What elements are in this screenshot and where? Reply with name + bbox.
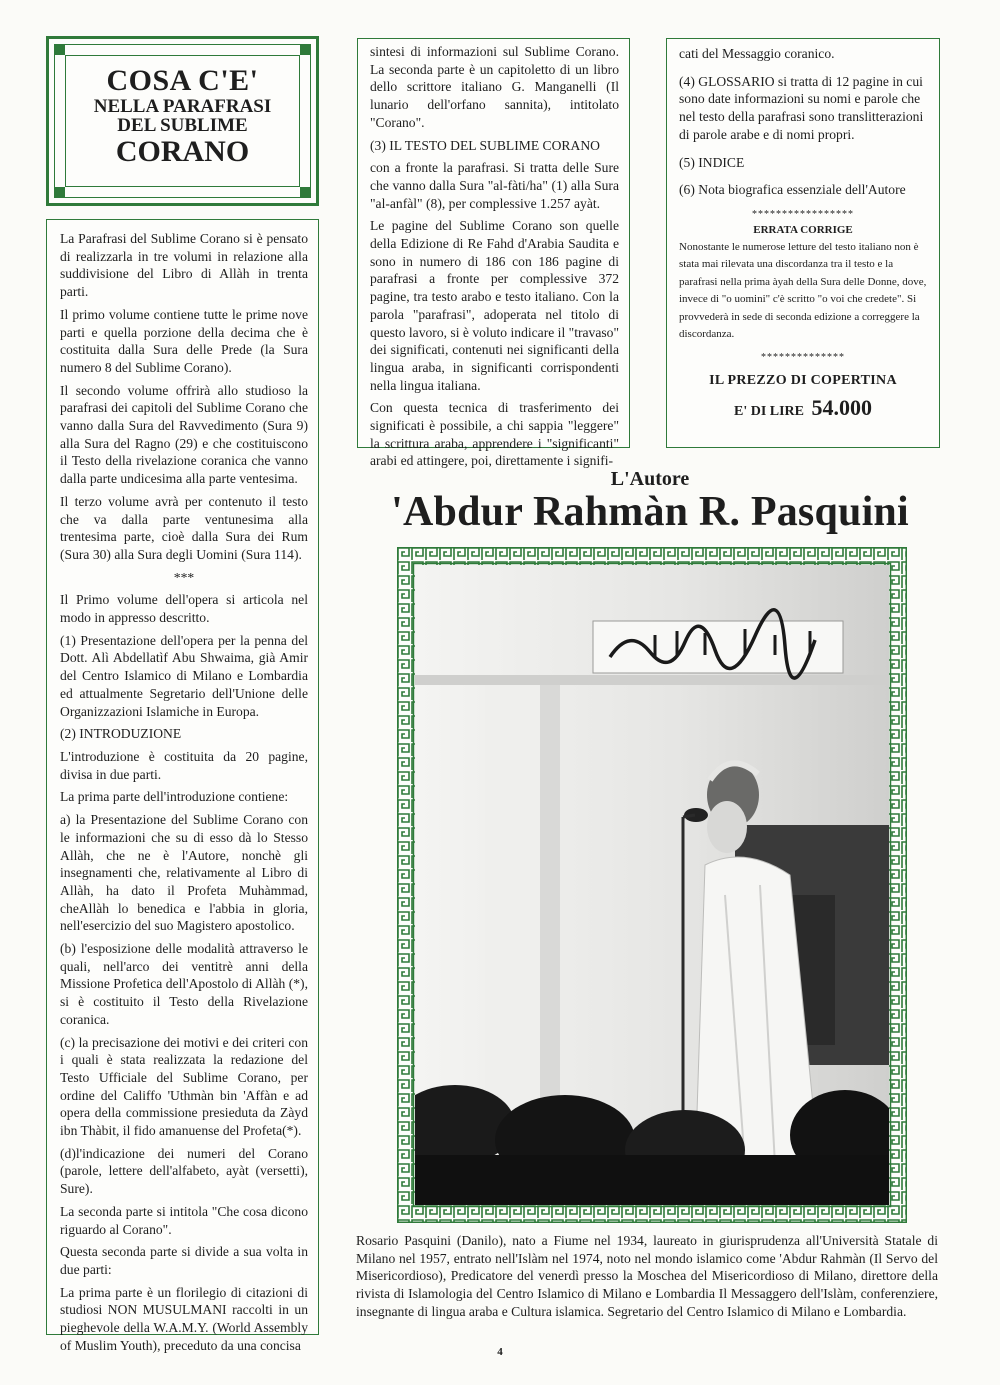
paragraph: L'introduzione è costituita da 20 pagine, divisa in due parti.	[60, 748, 308, 782]
paragraph: (d)l'indicazione dei numeri del Corano (parole, lettere dell'alfabeto, ayàt (versetti), Sure).	[60, 1145, 308, 1197]
title-frame	[46, 36, 319, 206]
middle-column	[357, 38, 630, 469]
paragraph: Il primo volume contiene tutte le prime nove parti e quella porzione della decima che è costituita dalla Sura delle Prede (la Sura numero 8 del Sublime Corano).	[60, 306, 308, 375]
price-amount: 54.000	[811, 394, 873, 420]
paragraph: (b) l'esposizione delle modalità attraverso le quali, nell'arco dei ventitrè anni della Missione Profetica dell'Apostolo di Allàh (*), si è costituito il Testo della Rivelazione coranica.	[60, 941, 308, 1027]
paragraph: cati del Messaggio coranico.	[679, 46, 835, 61]
frame-corner-ornament	[55, 45, 65, 55]
author-kicker: L'Autore	[610, 468, 690, 490]
paragraph: La prima parte è un florilegio di citazioni di studiosi NON MUSULMANI raccolti in un pieghevole della W.A.M.Y. (World Assembly of Muslim Youth), preceduto da una concisa	[60, 1284, 308, 1353]
paragraph: Il terzo volume avrà per contenuto il testo che va dalla parte ventunesima alla trentesima parte, cioè dalla Sura dei Rum (Sura 30) alla Sura degli Uomini (Sura 114).	[60, 493, 308, 562]
list-item: (6) Nota biografica essenziale dell'Autore	[679, 182, 906, 198]
frame-corner-ornament	[300, 45, 310, 55]
author-biography: Rosario Pasquini (Danilo), nato a Fiume nel 1934, laureato in giurisprudenza all'Università Statale di Milano nel 1957, entrato nell'Islàm nel 1974, noto nel mondo islamico come 'Abdur Rahmàn (Il Servo del Misericordioso), Predicatore del venerdì presso la Moschea del Misericordioso di Milano, direttore della rivista di Islamologia del Centro Islamico di Milano e Lombardia Il Messaggero dell'Islàm, conferenziere, insegnante di lingua araba e Cultura islamica. Segretario del Centro Islamico di Milano e Lombardia.	[356, 1233, 938, 1319]
star-divider: *****************	[752, 208, 854, 220]
paragraph: Con questa tecnica di trasferimento dei significati è possibile, a chi sappia "leggere" la scrittura araba, apprendere i "significanti" arabi ed attingere, poi, direttamente i signifi-	[370, 400, 619, 469]
list-item: (4) GLOSSARIO si tratta di 12 pagine in cui sono date informazioni su nomi e parole che nel testo della parafrasi sono translitterazioni di parole arabe e di nomi propri.	[679, 73, 924, 142]
paragraph: Le pagine del Sublime Corano son quelle della Edizione di Re Fahd d'Arabia Saudita e sono in numero di 186 con 186 pagine di parafrasi a fronte per complessive 372 pagine, tra testo arabo e testo italiano. Con la parola "parafrasi", adoperata nel titolo di questo lavoro, si è voluto indicare il "travaso" dei significati, contenuti nei significanti della lingua araba, in significanti corrispondenti nella lingua italiana.	[370, 218, 619, 393]
paragraph: Il Primo volume dell'opera si articola nel modo in appresso descritto.	[60, 592, 308, 626]
page-number: 4	[497, 1346, 503, 1358]
author-photo	[415, 565, 889, 1205]
right-column	[666, 38, 940, 448]
left-column	[46, 219, 319, 1353]
price-line	[679, 395, 927, 421]
author-name: 'Abdur Rahmàn R. Pasquini	[391, 489, 909, 535]
section-heading: (2) INTRODUZIONE	[60, 726, 182, 742]
photo-illustration	[415, 565, 889, 1205]
errata-text: Nonostante le numerose letture del testo italiano non è stata mai rilevata una discordanza tra il testo e la parafrasi nella prima àyah della Sura delle Donne, dove, invece di "o uomini" c'è scritto "o voi che credete". Si provvederà in sede di seconda edizione a correggere la discordanza.	[679, 240, 927, 341]
paragraph: La seconda parte si intitola "Che cosa dicono riguardo al Corano".	[60, 1203, 308, 1237]
paragraph: a) la Presentazione del Sublime Corano con le informazioni che su di esso dà lo Stesso Allàh, che ne è l'Autore, nonchè gli insegnamenti che, relativamente al Libro di Allàh, ha dato il Profeta Muhàmmad, cheAllàh lo benedica e l'abbia in gloria, nell'esercizio del suo Magistero apostolico.	[60, 812, 308, 934]
paragraph: Il secondo volume offrirà allo studioso la parafrasi dei capitoli del Sublime Corano che vanno dalla Sura del Ravvedimento (Sura 9) alla Sura del Ragno (29) e che costituiscono il Testo della rivelazione coranica che vanno dalla parte undicesima alla parte ventesima.	[60, 382, 308, 487]
page-title	[49, 65, 316, 168]
paragraph: Questa seconda parte si divide a sua volta in due parti:	[60, 1244, 308, 1277]
paragraph: (c) la precisazione dei motivi e dei criteri con i quali è stata realizzata la redazione del Testo Ufficiale del Sublime Corano, per ordine del Califfo 'Uthmàn bin 'Affàn e ad opera della commissione presieduta da Zàyd ibn Thàbit, il fido amanuense del Profeta(*).	[60, 1034, 308, 1139]
list-item: (5) INDICE	[679, 154, 745, 170]
title-line-4: CORANO	[115, 135, 250, 169]
errata-heading: ERRATA CORRIGE	[753, 223, 853, 236]
paragraph: La Parafrasi del Sublime Corano si è pensato di realizzarla in tre volumi in relazione alla suddivisione del Libro di Allàh in trenta parti.	[60, 231, 308, 300]
title-line-1: COSA C'E'	[106, 64, 259, 97]
photo-frame	[397, 547, 907, 1223]
title-line-3: DEL SUBLIME	[117, 115, 248, 137]
paragraph: sintesi di informazioni sul Sublime Corano. La seconda parte è un capitoletto di un libro dello scrittore italiano G. Manganelli (Il lunario dell'orfano sannita), intitolato "Corano".	[370, 44, 619, 130]
paragraph: con a fronte la parafrasi. Si tratta delle Sure che vanno dalla Sura "al-fàti/ha" (1) alla Sura "al-anfàl" (8), per complessive 1.257 ayàt.	[370, 160, 619, 211]
paragraph: La prima parte dell'introduzione contiene:	[60, 789, 289, 805]
frame-corner-ornament	[55, 187, 65, 197]
separator: ***	[173, 569, 195, 585]
price-heading: IL PREZZO DI COPERTINA	[709, 372, 897, 388]
section-heading: (3) IL TESTO DEL SUBLIME CORANO	[370, 137, 600, 153]
price-label: E' DI LIRE	[733, 403, 805, 419]
star-divider: **************	[761, 351, 845, 363]
frame-corner-ornament	[300, 187, 310, 197]
list-item: (1) Presentazione dell'opera per la penna del Dott. Alì Abdellatìf Abu Shwaima, già Amir del Centro Islamico di Milano e Lombardia ed attualmente Segretario dell'Unione delle Organizzazioni Islamiche in Europa.	[60, 632, 308, 719]
title-line-2: NELLA PARAFRASI	[93, 95, 272, 117]
